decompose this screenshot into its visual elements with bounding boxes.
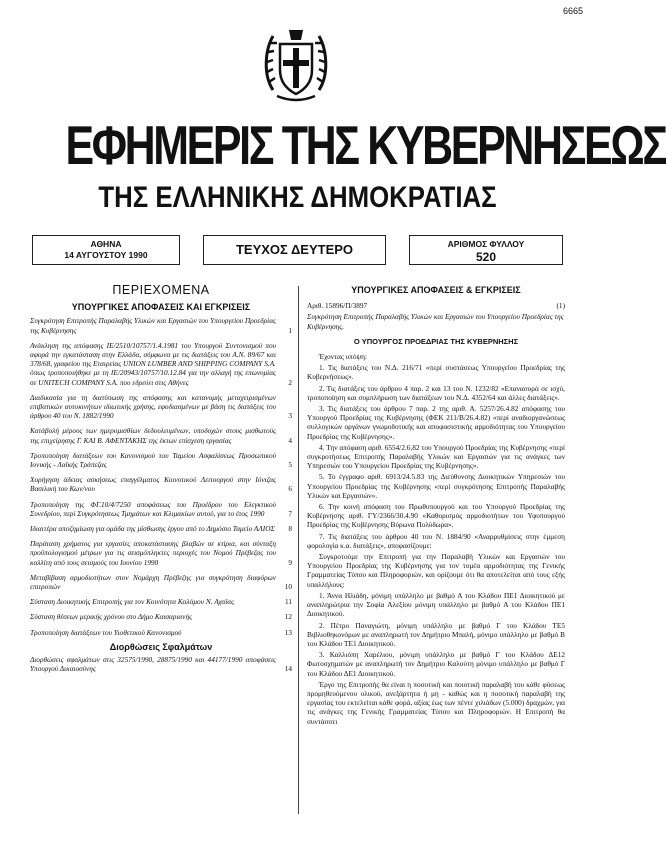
decision-paragraph: Έχοντας υπόψη: (319, 352, 367, 362)
toc-item-text: Παράταση χρήματος για εργασίες αποκατάστασης βλαβών σε κτίρια, και σύνταξη προϋπολογισμού μέτρων για τις σεισμόπληκτες περιοχές του Νομού Πρέβεζας του καλλίτη από τους σεισμούς του Ιουνίου 1990 (30, 539, 276, 567)
toc-item-page: 1 (288, 325, 292, 335)
toc-item-page: 13 (284, 627, 292, 637)
toc-item-page: 11 (284, 597, 292, 607)
decision-paragraph: 2. Πέτρο Παναγιώτη, μόνιμη υπάλληλο με βαθμό Γ του Κλάδου ΤΕ5 Βιβλιοθηκονόμων με αναπληρωτή τον Δημήτριο Μπαλή, μόνιμο υπάλληλο με βαθμό Β του Κλάδου ΤΕ1 Διοικητικού. (307, 620, 565, 648)
toc-item-text: Τροποποίηση διατάξεων του Κανονισμού του Ταμείου Ασφαλίσεως Προσωπικού Ιονικής - Λαϊκής Τράπεζας (30, 450, 276, 470)
decision-header (307, 301, 565, 310)
toc-item[interactable] (30, 597, 292, 606)
decision-section-title: ΥΠΟΥΡΓΙΚΕΣ ΑΠΟΦΑΣΕΙΣ & ΕΓΚΡΙΣΕΙΣ (351, 285, 521, 295)
decision-marker: (1) (556, 301, 565, 311)
toc-item-text: Σύσταση Διοικητικής Επιτροπής για τον Κοινότητα Καλάμου Ν. Αχαΐας (30, 597, 235, 607)
decision-column (307, 286, 565, 728)
toc-item-page: 8 (288, 524, 292, 534)
decision-subject: Συγκρότηση Επιτροπής Παραλαβής Υλικών και Εργασιών του Υπουργείου Προεδρίας της Κυβέρνησης. (307, 312, 564, 331)
toc-item-text: Ιδιαιτέρα αποζημίωση για ομάδα της μίσθωσης έργου από το Δημόσιο Ταμείο ΑΛΙΟΣ (30, 524, 275, 534)
toc-item-text: Τροποποίηση της ΦΓ.10/4/7250 αποφάσεως του Προέδρου του Ελεγκτικού Συνεδρίου, περί Συγκρότησεως Τμημάτων και Κλιμακίων αυτού, για το έτος 1990 (30, 499, 276, 518)
masthead-subtitle: ΤΗΣ ΕΛΛΗΝΙΚΗΣ ΔΗΜΟΚΡΑΤΙΑΣ (98, 181, 497, 214)
toc-item[interactable] (30, 341, 292, 387)
decision-paragraph: 1. Τις διατάξεις του Ν.Δ. 216/71 «περί συστάσεως Υπουργείου Προεδρίας της Κυβερνήσεως». (307, 363, 565, 382)
decision-paragraph: 1. Άννα Ηλιάδη, μόνιμη υπάλληλο με βαθμό Α του Κλάδου ΠΕ1 Διοικητικού με αναπληρώτρια την Σοφία Αλεξίου μόνιμη υπάλληλο με βαθμό Α του Κλάδου ΠΕ1 Διοικητικού. (307, 590, 565, 619)
errata-item-page: 14 (284, 664, 292, 674)
city: ΑΘΗΝΑ (90, 239, 122, 249)
info-box-place-date (32, 235, 180, 265)
decision-paragraph: 3. Τις διατάξεις του άρθρου 7 παρ. 2 της αριθ. Α. 5257/26.4.82 απόφασης του Υπουργού Προεδρίας της Κυβέρνησης (ΦΕΚ 211/Β/26.4.82) «περί αναδιοργανώσεως συλλογικών οργάνων γνωμοδοτικής και αποφασιστικής αρμοδιότητας του Υπουργείου Προεδρίας της Κυβέρνησης». (307, 404, 565, 441)
decision-paragraph: 7. Τις διατάξεις του άρθρου 40 του Ν. 1884/90 «Αναρρυθμίσεις στην έμμεση φορολογία κ.α. διατάξεις», αποφασίζουμε: (307, 531, 565, 550)
toc-item-text: Τροποποίηση διατάξεων του Υιοθετικού Κανονισμού (30, 627, 182, 637)
contents-title: ΠΕΡΙΕΧΟΜΕΝΑ (112, 283, 210, 297)
toc-item-page: 9 (288, 557, 292, 567)
decision-paragraph: Έργο της Επιτροπής θα είναι η ποσοτική και ποιοτική παραλαβή του κάθε φύσεως προμηθευόμενου υλικού, ανεξάρτητα ή μη - καθώς και η ποσοτική παραλαβή της εργασίας του εκτελείται κάθε φορά, αξίας έως των πέντε χιλιάδων (5.000) δραχμών, για τις ανάγκες της Γενικής Γραμματείας Τύπου και Πληροφοριών. Η Επιτροπή θα συντάσσει (307, 679, 565, 726)
decision-paragraph: Συγκροτούμε την Επιτροπή για την Παραλαβή Υλικών και Εργασιών του Υπουργείου Προεδρίας της Κυβέρνησης για τον τομέα αρμοδιότητας της Γενικής Γραμματείας Τύπου και Πληροφοριών, και ορίζουμε ότι θα αποτελείται από τους εξής υπαλλήλους: (307, 552, 565, 589)
toc-item-text: Σύσταση θέσεων μερικής χρόνου στο Δήμο Καισαριανής (30, 612, 193, 622)
page-number: 6665 (562, 6, 583, 16)
toc-item[interactable] (30, 539, 292, 567)
toc-item-page: 4 (288, 435, 292, 445)
toc-item[interactable] (30, 628, 292, 637)
toc-item-page: 10 (284, 582, 292, 592)
toc-item-page: 7 (288, 508, 292, 518)
toc-item-page: 5 (288, 460, 292, 470)
decision-paragraph: 6. Την κοινή απόφαση του Πρωθυπουργού και του Υπουργού Προεδρίας της Κυβέρνησης αριθ. ΓΥ/2366/30.4.90 «Καθορισμός αρμοδιοτήτων του Υφυπουργού Προεδρίας της Κυβέρνησης Βύρωνα Πολύδωρα». (307, 502, 565, 530)
info-box-sheet-number (409, 235, 563, 265)
contents-column (30, 283, 292, 680)
sheet-label: ΑΡΙΘΜΟΣ ΦΥΛΛΟΥ (447, 239, 525, 249)
toc-item[interactable] (30, 573, 292, 591)
decision-paragraph: 4. Την απόφαση αριθ. 6554/2.6.82 του Υπουργού Προεδρίας της Κυβέρνησης «περί συγκροτήσεως Επιτροπής Παραλαβής Υλικών και Εργασιών για τις ανάγκες των Υπηρεσιών του Υπουργείου Προεδρίας της Κυβέρνησης». (307, 442, 565, 471)
toc-item[interactable] (30, 426, 292, 444)
toc-item-page: 6 (288, 484, 292, 494)
toc-item-text: Συγκρότηση Επιτροπής Παραλαβής Υλικών και Εργασιών του Υπουργείου Προεδρίας της Κυβέρνησης (30, 316, 276, 335)
errata-item[interactable] (30, 655, 292, 673)
toc-item[interactable] (30, 475, 292, 493)
masthead-title: ΕΦΗΜΕΡΙΣ ΤΗΣ ΚΥΒΕΡΝΗΣΕΩΣ (65, 114, 666, 176)
errata-title: Διορθώσεις Σφαλμάτων (109, 641, 213, 652)
column-divider (298, 286, 299, 814)
toc-item[interactable] (30, 316, 292, 334)
sheet-number: 520 (475, 250, 497, 264)
toc-item-text: Ανάκληση της απόφασης ΙΕ/2510/10757/1.4.1981 του Υπουργού Συντονισμού που αφορά την εγκατάσταση στην Ελλάδα, σύμφωνα με τις διατάξεις του Α.Ν. 89/67 και 378/68, γραφείου της Εταιρείας UNION LUMBER AND SHIPPING COMPANY S.A. όπως τροποποιήθηκε με τη ΙΕ/20943/10757/10.12.84 για την αλλαγή της επωνυμίας σε UNITECH COMPANY S.A. που εδρεύει στις Αθήνες (30, 340, 276, 387)
toc-item-page: 12 (284, 612, 292, 622)
minister-title: Ο ΥΠΟΥΡΓΟΣ ΠΡΟΕΔΡΙΑΣ ΤΗΣ ΚΥΒΕΡΝΗΣΗΣ (353, 336, 519, 346)
errata-item-text: Διορθώσεις σφαλμάτων στις 32575/1990, 28875/1990 και 44177/1990 αποφάσεις Υπουργού Δικαιοσύνης (30, 655, 276, 674)
toc-item-text: Κατάβολή μέρους των ημερομισθίων δεδουλευμένων, υποδοχών στους μισθωτούς της επιχείρησης Γ. ΚΑΙ Β. ΑΦΕΝΤΑΚΗΣ της έκτων επίσχεση εργασίας (30, 426, 276, 445)
toc-item-page: 2 (288, 377, 292, 387)
toc-item[interactable] (30, 612, 292, 621)
decision-number: Αριθ. 15896/Π/3897 (307, 301, 368, 311)
decision-paragraph: 3. Καλλιόπη Χαρέλιου, μόνιμη υπάλληλο με βαθμό Γ του Κλάδου ΔΕ12 Φωτοσχηματών με αναπληρωτή τον Δημήτριο Καλούτη μόνιμο υπάλληλο με βαθμό Γ του Κλάδου ΔΕ1 Διοικητικού. (307, 650, 565, 678)
toc-item[interactable] (30, 500, 292, 518)
decision-paragraph: 5. Το έγγραφο αριθ. 6913/24.5.83 της Διεύθυνσης Διοικητικών Υπηρεσιών του Υπουργείου Προεδρίας της Κυβέρνησης «περί συγκρότησης Επιτροπής Παραλαβής Υλικών και Εργασιών». (307, 472, 565, 500)
toc-item[interactable] (30, 451, 292, 469)
decision-paragraph: 2. Τις διατάξεις του άρθρου 4 παρ. 2 και 13 του Ν. 1232/82 «Επανασορά σε ισχύ, τροποποίηση και συμπλήρωση των διατάξεων του Ν.Δ. 4352/64 και άλλες διατάξεις». (307, 383, 565, 402)
toc-item[interactable] (30, 393, 292, 421)
info-box-issue-type (203, 235, 386, 265)
issue-date: 14 ΑΥΓΟΥΣΤΟΥ 1990 (64, 250, 148, 260)
toc-item[interactable] (30, 524, 292, 533)
issue-type: ΤΕΥΧΟΣ ΔΕΥΤΕΡΟ (235, 242, 354, 257)
coat-of-arms-emblem (263, 20, 329, 106)
toc-item-text: Διαδικασία για τη διατύπωση της απόφασης και κατανομής μεταχειρισμένων επιβατικών αυτοκινήτων ιδιωτικής χρήσης, εφοδιασμένων με βάση τις διατάξεις του άρθρου 40 του Ν. 1882/1990 (30, 392, 276, 421)
toc-item-text: Χορήγηση άδειας ασκήσεως επαγγέλματος Κοινοτικού Λειτουργού στην Ιόνιζας Βασιλική του Κων/νου (30, 475, 276, 494)
contents-section-title: ΥΠΟΥΡΓΙΚΕΣ ΑΠΟΦΑΣΕΙΣ ΚΑΙ ΕΓΚΡΙΣΕΙΣ (71, 302, 251, 313)
toc-item-text: Μεταβίβαση αρμοδιοτήτων στον Νομάρχη Πρέβεζης για συγκρότηση διαφόρων επιτροπών (30, 572, 276, 592)
toc-item-page: 3 (288, 411, 292, 421)
